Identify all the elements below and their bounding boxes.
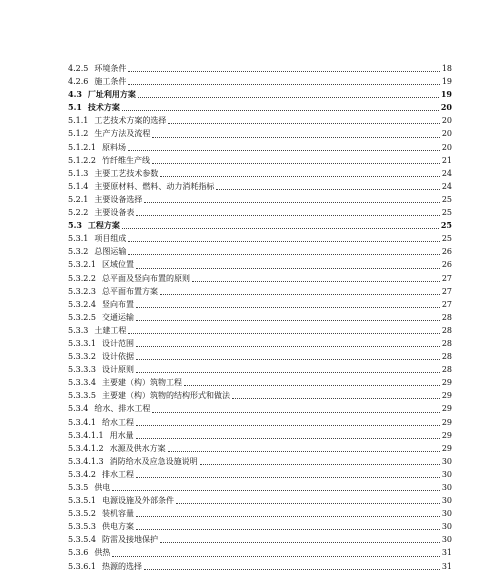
toc-entry-number: 5.2.1 bbox=[68, 194, 89, 204]
toc-entry-number: 5.1.1 bbox=[68, 116, 89, 126]
toc-entry-number: 5.3.2 bbox=[68, 247, 89, 257]
toc-entry-title: 设计原则 bbox=[102, 365, 134, 375]
dot-leader bbox=[184, 384, 440, 386]
toc-entry-title: 防雷及接地保护 bbox=[102, 535, 158, 545]
dot-leader bbox=[192, 280, 440, 282]
toc-entry[interactable] bbox=[68, 285, 452, 298]
toc-entry-title: 主要原材料、燃料、动力消耗指标 bbox=[94, 181, 215, 191]
toc-entry-title: 电源设施及外部条件 bbox=[102, 496, 174, 506]
toc-entry[interactable] bbox=[68, 324, 452, 337]
toc-entry[interactable] bbox=[68, 101, 452, 114]
toc-entry[interactable] bbox=[68, 75, 452, 88]
dot-leader bbox=[232, 397, 440, 399]
dot-leader bbox=[122, 227, 439, 229]
toc-entry-page-number: 31 bbox=[441, 548, 452, 558]
dot-leader bbox=[112, 489, 439, 491]
toc-entry-title: 排水工程 bbox=[102, 469, 134, 479]
toc-entry-title: 水源及供水方案 bbox=[109, 443, 166, 453]
toc-entry-title: 主要建（构）筑物的结构形式和做法 bbox=[102, 391, 230, 401]
toc-entry-page-number: 25 bbox=[441, 234, 452, 244]
toc-entry-page-number: 26 bbox=[441, 260, 452, 270]
toc-entry[interactable] bbox=[68, 258, 452, 271]
toc-entry-title: 设计范围 bbox=[102, 338, 134, 348]
dot-leader bbox=[136, 515, 440, 517]
dot-leader bbox=[136, 424, 440, 426]
toc-entry-page-number: 29 bbox=[441, 417, 452, 427]
toc-entry-number: 5.3.2.1 bbox=[68, 260, 96, 270]
toc-entry[interactable] bbox=[68, 442, 452, 455]
toc-entry[interactable] bbox=[68, 468, 452, 481]
toc-entry-number: 5.3.2.3 bbox=[68, 286, 96, 296]
toc-entry-title: 装机容量 bbox=[102, 509, 134, 519]
toc-entry-page-number: 30 bbox=[441, 509, 452, 519]
dot-leader bbox=[136, 437, 440, 439]
toc-entry[interactable] bbox=[68, 298, 452, 311]
toc-entry-page-number: 25 bbox=[441, 194, 452, 204]
toc-entry-title: 原料场 bbox=[102, 142, 126, 152]
toc-entry-page-number: 27 bbox=[441, 286, 452, 296]
toc-entry[interactable] bbox=[68, 416, 452, 429]
toc-entry-title: 供电方案 bbox=[102, 522, 134, 532]
dot-leader bbox=[216, 188, 439, 190]
toc-entry-number: 5.1.2 bbox=[68, 129, 89, 139]
toc-entry-page-number: 30 bbox=[441, 535, 452, 545]
toc-entry-page-number: 28 bbox=[441, 352, 452, 362]
toc-entry-page-number: 24 bbox=[441, 181, 452, 191]
toc-entry-title: 施工条件 bbox=[94, 77, 127, 87]
toc-entry-number: 5.1 bbox=[68, 102, 82, 113]
toc-entry-title: 主要工艺技术参数 bbox=[94, 168, 159, 178]
dot-leader bbox=[138, 96, 439, 98]
dot-leader bbox=[128, 70, 439, 72]
toc-entry[interactable] bbox=[68, 154, 452, 167]
toc-entry[interactable] bbox=[68, 206, 452, 219]
dot-leader bbox=[176, 502, 440, 504]
toc-entry-page-number: 25 bbox=[440, 220, 452, 231]
toc-entry[interactable] bbox=[68, 560, 452, 573]
toc-entry[interactable] bbox=[68, 127, 452, 140]
toc-entry[interactable] bbox=[68, 520, 452, 533]
toc-entry-title: 主要建（构）筑物工程 bbox=[102, 378, 182, 388]
toc-entry-page-number: 19 bbox=[440, 89, 452, 100]
toc-entry[interactable] bbox=[68, 180, 452, 193]
dot-leader bbox=[128, 149, 440, 151]
dot-leader bbox=[144, 568, 440, 570]
toc-entry-number: 5.3.5.1 bbox=[68, 496, 96, 506]
toc-entry-title: 工艺技术方案的选择 bbox=[94, 116, 167, 126]
toc-entry-number: 5.3.4.1 bbox=[68, 417, 96, 427]
toc-entry-number: 5.3.2.4 bbox=[68, 299, 96, 309]
toc-entry-number: 5.3.4 bbox=[68, 404, 89, 414]
toc-entry-number: 4.3 bbox=[68, 89, 82, 100]
toc-entry-page-number: 28 bbox=[441, 312, 452, 322]
toc-entry-number: 5.3.5.2 bbox=[68, 509, 96, 519]
toc-entry[interactable] bbox=[68, 167, 452, 180]
toc-entry-number: 5.3.4.1.1 bbox=[68, 430, 104, 440]
toc-entry-title: 环境条件 bbox=[94, 64, 127, 73]
toc-entry-page-number: 30 bbox=[441, 496, 452, 506]
toc-entry-number: 4.2.5 bbox=[68, 64, 89, 73]
toc-entry-number: 5.3.3.5 bbox=[68, 391, 96, 401]
toc-entry-page-number: 18 bbox=[441, 64, 452, 73]
toc-entry-number: 5.3.3 bbox=[68, 325, 89, 335]
toc-entry-number: 5.3 bbox=[68, 220, 82, 231]
toc-entry[interactable] bbox=[68, 311, 452, 324]
table-of-contents bbox=[68, 62, 452, 573]
dot-leader bbox=[168, 450, 440, 452]
toc-entry-number: 5.3.3.4 bbox=[68, 378, 96, 388]
toc-entry-number: 5.3.4.2 bbox=[68, 469, 96, 479]
toc-entry-title: 竖向布置 bbox=[102, 299, 134, 309]
dot-leader bbox=[160, 175, 439, 177]
toc-entry[interactable] bbox=[68, 533, 452, 546]
toc-entry-title: 土建工程 bbox=[94, 325, 127, 335]
toc-entry-number: 5.3.4.1.3 bbox=[68, 456, 104, 466]
toc-entry-page-number: 28 bbox=[441, 325, 452, 335]
toc-entry-number: 5.3.1 bbox=[68, 234, 89, 244]
toc-entry-page-number: 28 bbox=[441, 338, 452, 348]
toc-entry-title: 设计依据 bbox=[102, 352, 134, 362]
toc-entry-title: 总平面及竖向布置的原则 bbox=[102, 273, 190, 283]
toc-entry-page-number: 29 bbox=[441, 391, 452, 401]
dot-leader bbox=[122, 109, 439, 111]
dot-leader bbox=[136, 306, 440, 308]
toc-entry-number: 5.3.2.5 bbox=[68, 312, 96, 322]
toc-entry-title: 总平面布置方案 bbox=[102, 286, 158, 296]
dot-leader bbox=[144, 201, 439, 203]
toc-entry-page-number: 20 bbox=[440, 102, 452, 113]
toc-entry[interactable] bbox=[68, 494, 452, 507]
toc-entry-title: 用水量 bbox=[109, 430, 134, 440]
toc-entry[interactable] bbox=[68, 337, 452, 350]
toc-entry-title: 交通运输 bbox=[102, 312, 134, 322]
toc-entry-title: 给水、排水工程 bbox=[94, 404, 151, 414]
dot-leader bbox=[136, 358, 440, 360]
dot-leader bbox=[168, 122, 439, 124]
toc-entry-title: 区域位置 bbox=[102, 260, 134, 270]
toc-entry-title: 总图运输 bbox=[94, 247, 127, 257]
toc-entry[interactable] bbox=[68, 402, 452, 415]
toc-entry[interactable] bbox=[68, 481, 452, 494]
toc-entry-page-number: 28 bbox=[441, 365, 452, 375]
toc-entry-title: 热源的选择 bbox=[102, 561, 142, 571]
dot-leader bbox=[136, 267, 440, 269]
dot-leader bbox=[128, 240, 439, 242]
toc-entry-number: 5.3.5.4 bbox=[68, 535, 96, 545]
toc-entry-number: 5.3.3.3 bbox=[68, 365, 96, 375]
toc-entry[interactable] bbox=[68, 272, 452, 285]
toc-entry-page-number: 27 bbox=[441, 273, 452, 283]
dot-leader bbox=[128, 332, 439, 334]
toc-entry-title: 厂址利用方案 bbox=[87, 89, 136, 100]
toc-entry-title: 项目组成 bbox=[94, 234, 127, 244]
toc-entry[interactable] bbox=[68, 219, 452, 232]
toc-entry-number: 5.1.3 bbox=[68, 168, 89, 178]
dot-leader bbox=[152, 162, 440, 164]
toc-entry-number: 5.1.4 bbox=[68, 181, 89, 191]
toc-entry[interactable] bbox=[68, 429, 452, 442]
toc-entry-page-number: 26 bbox=[441, 247, 452, 257]
toc-entry-page-number: 19 bbox=[441, 77, 452, 87]
toc-entry-title: 主要设备表 bbox=[94, 208, 135, 218]
toc-entry[interactable] bbox=[68, 363, 452, 376]
toc-entry-page-number: 29 bbox=[441, 404, 452, 414]
toc-entry-number: 5.3.5.3 bbox=[68, 522, 96, 532]
toc-entry-page-number: 27 bbox=[441, 299, 452, 309]
toc-entry-number: 5.1.2.2 bbox=[68, 155, 96, 165]
toc-entry-page-number: 29 bbox=[441, 430, 452, 440]
toc-entry[interactable] bbox=[68, 546, 452, 559]
dot-leader bbox=[112, 555, 439, 557]
toc-entry-number: 4.2.6 bbox=[68, 77, 89, 87]
toc-entry-title: 工程方案 bbox=[87, 220, 120, 231]
toc-entry-title: 给水工程 bbox=[102, 417, 134, 427]
toc-entry-page-number: 29 bbox=[441, 378, 452, 388]
toc-entry-title: 技术方案 bbox=[87, 102, 120, 113]
dot-leader bbox=[136, 371, 440, 373]
dot-leader bbox=[152, 411, 439, 413]
toc-entry-number: 5.3.2.2 bbox=[68, 273, 96, 283]
toc-entry[interactable] bbox=[68, 232, 452, 245]
toc-entry-page-number: 24 bbox=[441, 168, 452, 178]
toc-entry-page-number: 30 bbox=[441, 483, 452, 492]
toc-entry[interactable] bbox=[68, 114, 452, 127]
dot-leader bbox=[136, 214, 439, 216]
toc-entry[interactable] bbox=[68, 141, 452, 154]
toc-entry[interactable] bbox=[68, 376, 452, 389]
toc-entry-title: 竹纤维生产线 bbox=[102, 155, 150, 165]
toc-entry-number: 5.3.6 bbox=[68, 548, 89, 558]
dot-leader bbox=[160, 293, 440, 295]
dot-leader bbox=[200, 463, 440, 465]
dot-leader bbox=[136, 345, 440, 347]
dot-leader bbox=[128, 253, 439, 255]
toc-entry-page-number: 31 bbox=[441, 561, 452, 571]
toc-entry-title: 供热 bbox=[94, 548, 111, 558]
toc-entry-page-number: 30 bbox=[441, 469, 452, 479]
toc-entry-page-number: 29 bbox=[441, 443, 452, 453]
dot-leader bbox=[160, 541, 440, 543]
toc-entry-page-number: 20 bbox=[441, 142, 452, 152]
toc-entry-page-number: 25 bbox=[441, 208, 452, 218]
toc-entry-number: 5.1.2.1 bbox=[68, 142, 96, 152]
toc-entry-number: 5.3.4.1.2 bbox=[68, 443, 104, 453]
toc-entry-page-number: 21 bbox=[441, 155, 452, 165]
toc-entry[interactable] bbox=[68, 455, 452, 468]
toc-entry-title: 消防给水及应急设施说明 bbox=[109, 456, 198, 466]
toc-entry-title: 主要设备选择 bbox=[94, 194, 143, 204]
dot-leader bbox=[128, 83, 439, 85]
toc-entry-title: 生产方法及流程 bbox=[94, 129, 151, 139]
dot-leader bbox=[136, 476, 440, 478]
toc-entry[interactable] bbox=[68, 350, 452, 363]
toc-entry-number: 5.2.2 bbox=[68, 208, 89, 218]
toc-entry[interactable] bbox=[68, 62, 452, 75]
toc-entry-number: 5.3.3.1 bbox=[68, 338, 96, 348]
toc-entry-title: 供电 bbox=[94, 483, 111, 492]
toc-entry-page-number: 20 bbox=[441, 116, 452, 126]
toc-entry-page-number: 30 bbox=[441, 522, 452, 532]
toc-entry-number: 5.3.5 bbox=[68, 483, 89, 492]
toc-entry-page-number: 30 bbox=[441, 456, 452, 466]
dot-leader bbox=[136, 319, 440, 321]
toc-entry[interactable] bbox=[68, 389, 452, 402]
toc-entry[interactable] bbox=[68, 245, 452, 258]
dot-leader bbox=[152, 136, 439, 138]
toc-entry-number: 5.3.6.1 bbox=[68, 561, 96, 571]
toc-entry[interactable] bbox=[68, 88, 452, 101]
toc-entry-number: 5.3.3.2 bbox=[68, 352, 96, 362]
toc-entry[interactable] bbox=[68, 193, 452, 206]
dot-leader bbox=[136, 528, 440, 530]
toc-entry-page-number: 20 bbox=[441, 129, 452, 139]
toc-entry[interactable] bbox=[68, 507, 452, 520]
